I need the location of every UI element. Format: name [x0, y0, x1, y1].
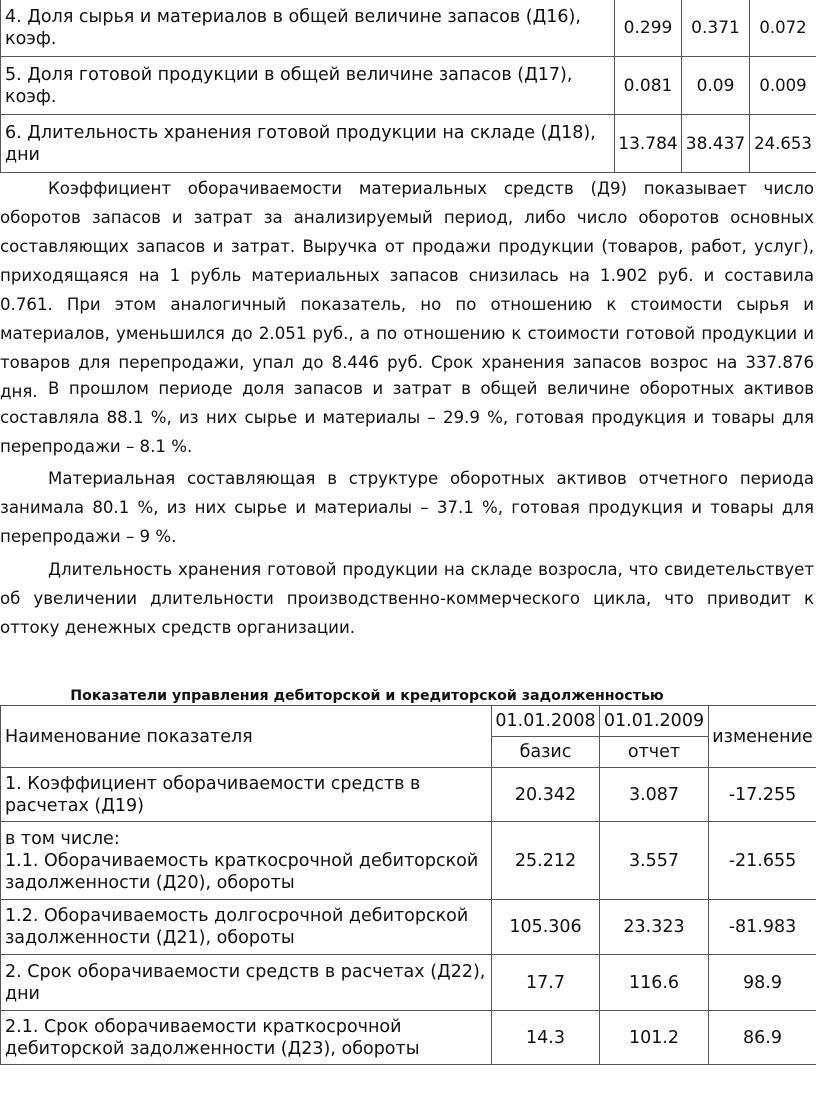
value-change: -81.983 [709, 900, 816, 955]
value-base: 105.306 [492, 900, 600, 955]
value-change: 0.072 [750, 0, 816, 57]
receivables-payables-table [0, 705, 816, 1065]
table-row [1, 0, 816, 57]
value-report: 3.557 [600, 822, 709, 900]
table-header-row [1, 706, 816, 737]
table-row [1, 822, 816, 900]
paragraph-turnover: Коэффициент оборачиваемости материальных средств (Д9) показывает число оборотов запасов и затрат за анализируемый период, либо число оборотов основных составляющих запасов и затрат. Выручка от продажи продукции (товаров, работ, услуг), приходящаяся на 1 рубль материальных запасов снизилась на 1.902 руб. и составила 0.761. При этом аналогичный показатель, но по отношению к стоимости сырья и материалов, уменьшился до 2.051 руб., а по отношению к стоимости готовой продукции и товаров для перепродажи, упал до 8.446 руб. Срок хранения запасов возрос на 337.876 дня. [0, 179, 814, 401]
value-change: 24.653 [750, 115, 816, 173]
row-name: 4. Доля сырья и материалов в общей величине запасов (Д16), коэф. [1, 0, 615, 57]
value-base: 25.212 [492, 822, 600, 900]
value-base: 17.7 [492, 955, 600, 1011]
value-change: -17.255 [709, 768, 816, 822]
header-base: базис [492, 737, 600, 768]
value-change: 98.9 [709, 955, 816, 1011]
paragraph-storage-duration: Длительность хранения готовой продукции на складе возросла, что свидетельствует об увеличении длительности производственно-коммерческого цикла, что приводит к оттоку денежных средств организации. [0, 560, 814, 637]
paragraph-current-period: Материальная составляющая в структуре оборотных активов отчетного периода занимала 80.1 %, из них сырье и материалы – 37.1 %, готовая продукция и товары для перепродажи – 9 %. [0, 469, 814, 546]
value-current: 0.09 [682, 57, 750, 115]
row-name: 2. Срок оборачиваемости средств в расчетах (Д22), дни [1, 955, 492, 1011]
table-row [1, 768, 816, 822]
row-name: 6. Длительность хранения готовой продукции на складе (Д18), дни [1, 115, 615, 173]
table-row [1, 57, 816, 115]
row-label: 1.1. Оборачиваемость краткосрочной дебиторской задолженности (Д20), обороты [5, 850, 479, 893]
header-report: отчет [600, 737, 709, 768]
value-report: 3.087 [600, 768, 709, 822]
header-indicator-name: Наименование показателя [1, 706, 492, 768]
row-prefix: в том числе: [5, 828, 120, 849]
table-title: Показатели управления дебиторской и кредиторской задолженностью [70, 688, 664, 704]
value-report: 116.6 [600, 955, 709, 1011]
value-change: -21.655 [709, 822, 816, 900]
value-report: 23.323 [600, 900, 709, 955]
indicators-table-top [0, 0, 816, 173]
row-name: 2.1. Срок оборачиваемости краткосрочной дебиторской задолженности (Д23), обороты [1, 1011, 492, 1065]
table-row [1, 955, 816, 1011]
value-change: 86.9 [709, 1011, 816, 1065]
row-name: 1.2. Оборачиваемость долгосрочной дебиторской задолженности (Д21), обороты [1, 900, 492, 955]
row-name: 5. Доля готовой продукции в общей величине запасов (Д17), коэф. [1, 57, 615, 115]
value-report: 101.2 [600, 1011, 709, 1065]
row-name: 1. Коэффициент оборачиваемости средств в расчетах (Д19) [1, 768, 492, 822]
value-prev: 0.299 [615, 0, 682, 57]
paragraph-previous-period: В прошлом периоде доля запасов и затрат в общей величине оборотных активов составляла 88.1 %, из них сырье и материалы – 29.9 %, готовая продукция и товары для перепродажи – 8.1 %. [0, 379, 814, 456]
value-current: 38.437 [682, 115, 750, 173]
header-date-2008: 01.01.2008 [492, 706, 600, 737]
table-row [1, 115, 816, 173]
value-change: 0.009 [750, 57, 816, 115]
header-change: изменение [709, 706, 816, 768]
value-prev: 13.784 [615, 115, 682, 173]
table-row [1, 900, 816, 955]
header-date-2009: 01.01.2009 [600, 706, 709, 737]
value-base: 14.3 [492, 1011, 600, 1065]
value-current: 0.371 [682, 0, 750, 57]
value-prev: 0.081 [615, 57, 682, 115]
value-base: 20.342 [492, 768, 600, 822]
table-row [1, 1011, 816, 1065]
row-name [1, 822, 492, 900]
